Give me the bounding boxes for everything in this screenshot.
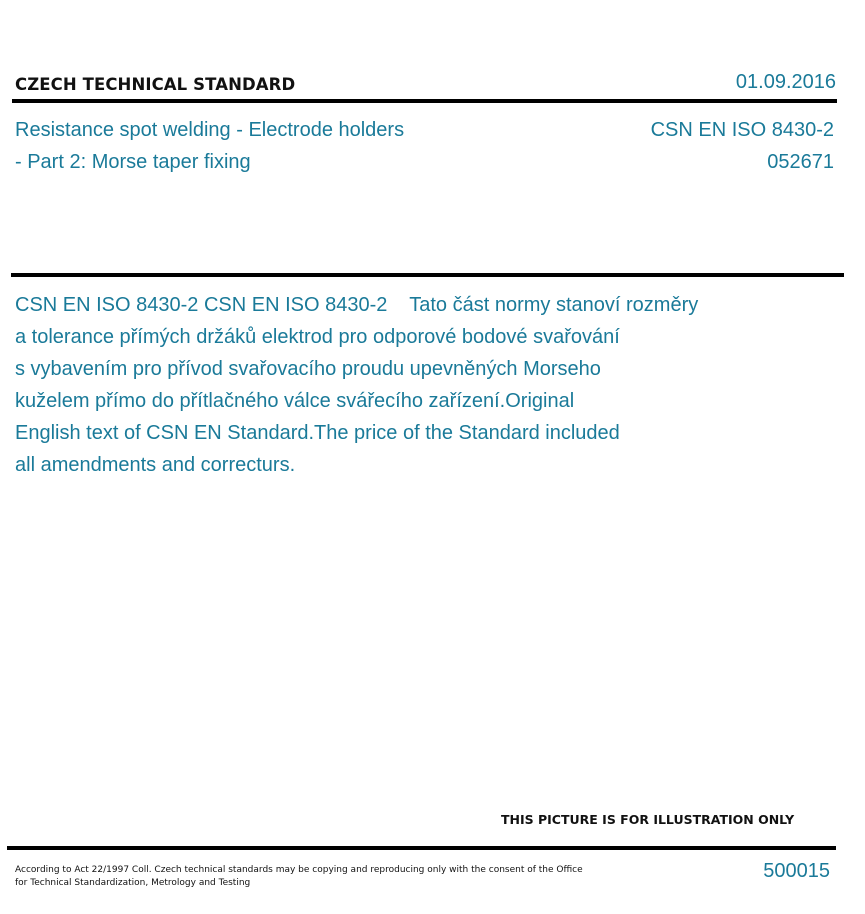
illustration-disclaimer: THIS PICTURE IS FOR ILLUSTRATION ONLY <box>501 812 795 827</box>
legal-notice-line: According to Act 22/1997 Coll. Czech technical standards may be copying and reproducing only with the consent of the Office <box>15 865 583 875</box>
standard-title-line: - Part 2: Morse taper fixing <box>15 151 251 173</box>
annotation-line: English text of CSN EN Standard.The price of the Standard included <box>15 422 620 444</box>
standard-title-line: Resistance spot welding - Electrode holders <box>15 119 405 141</box>
legal-notice-line: for Technical Standardization, Metrology and Testing <box>15 878 251 888</box>
publication-date: 01.09.2016 <box>735 71 836 93</box>
annotation-text <box>15 289 775 481</box>
section-divider <box>11 273 844 277</box>
standard-identifiers <box>651 114 834 178</box>
annotation-line: a tolerance přímých držáků elektrod pro odporové bodové svařování <box>15 326 620 348</box>
standard-code: CSN EN ISO 8430-2 <box>650 119 834 141</box>
annotation-line: s vybavením pro přívod svařovacího proudu upevněných Morseho <box>15 358 601 380</box>
annotation-line: kuželem přímo do přítlačného válce svářecího zařízení.Original <box>15 390 575 412</box>
footer-divider <box>7 846 836 850</box>
legal-notice <box>15 864 583 890</box>
document-type-label: CZECH TECHNICAL STANDARD <box>15 75 296 94</box>
footer-code: 500015 <box>763 860 830 882</box>
annotation-line: all amendments and correcturs. <box>15 454 296 476</box>
annotation-line: CSN EN ISO 8430-2 CSN EN ISO 8430-2 Tato část normy stanoví rozměry <box>15 294 699 316</box>
standard-title <box>15 114 475 178</box>
header-divider <box>12 99 837 103</box>
catalog-number: 052671 <box>767 151 834 173</box>
